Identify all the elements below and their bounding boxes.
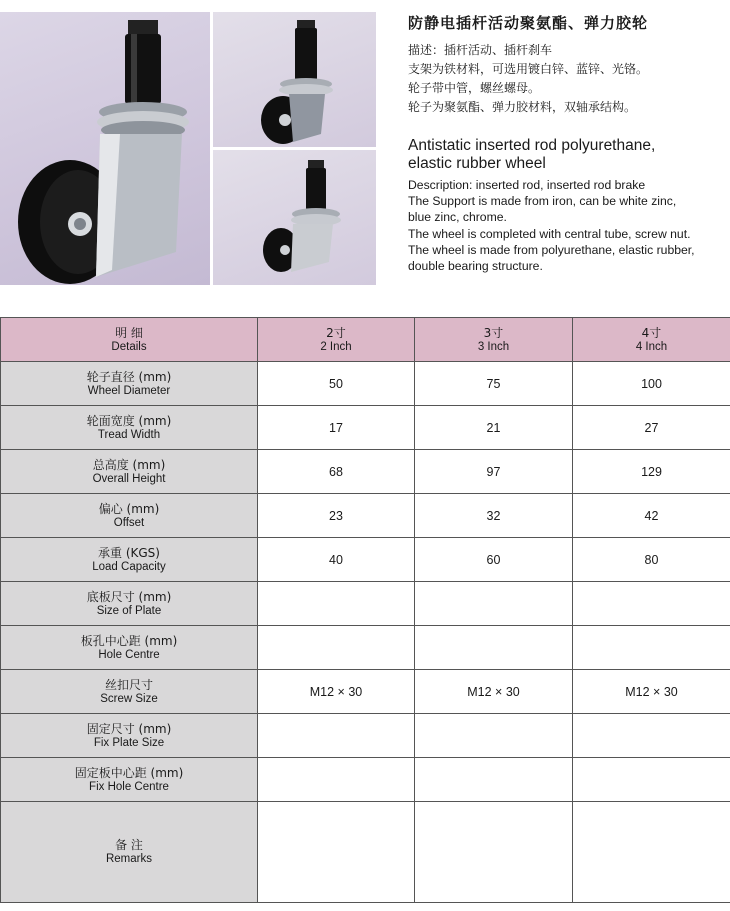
row-label-en: Load Capacity xyxy=(92,560,166,573)
spec-table xyxy=(0,317,730,903)
table-row xyxy=(1,714,730,758)
table-row xyxy=(1,582,730,626)
value-cell xyxy=(573,802,730,903)
product-title-cn: 防静电插杆活动聚氨酯、弹力胶轮 xyxy=(408,14,649,32)
description-en xyxy=(408,137,728,274)
row-label xyxy=(1,406,258,450)
value-cell: 68 xyxy=(258,450,415,494)
table-row xyxy=(1,450,730,494)
table-header-row xyxy=(1,318,730,362)
row-label xyxy=(1,494,258,538)
value-cell: 97 xyxy=(415,450,573,494)
row-label xyxy=(1,714,258,758)
value-cell: 40 xyxy=(258,538,415,582)
value-cell: 80 xyxy=(573,538,730,582)
header-en: 2 Inch xyxy=(320,340,352,353)
value-cell xyxy=(415,626,573,670)
value-cell: 100 xyxy=(573,362,730,406)
value-cell xyxy=(415,802,573,903)
value-cell xyxy=(258,582,415,626)
value-cell xyxy=(573,582,730,626)
value-cell: 21 xyxy=(415,406,573,450)
value-cell xyxy=(573,626,730,670)
row-label-en: Offset xyxy=(113,516,145,529)
desc-en-line: Description: inserted rod, inserted rod brake xyxy=(408,178,646,192)
row-label-en: Overall Height xyxy=(92,472,166,485)
row-label-cn: 偏心 (mm) xyxy=(98,501,160,516)
desc-en-line: The wheel is completed with central tube, screw nut. xyxy=(408,226,691,241)
value-cell xyxy=(415,714,573,758)
row-label-cn: 底板尺寸 (mm) xyxy=(86,589,172,604)
header-en: Details xyxy=(111,340,147,353)
value-cell: 32 xyxy=(415,494,573,538)
desc-en-line: The wheel is made from polyurethane, elastic rubber, xyxy=(408,242,695,257)
row-label-cn: 备 注 xyxy=(115,838,143,852)
value-cell xyxy=(415,582,573,626)
row-label xyxy=(1,670,258,714)
header-en: 3 Inch xyxy=(477,340,510,353)
row-label-en: Screw Size xyxy=(100,692,158,705)
row-label-cn: 丝扣尺寸 xyxy=(104,677,153,692)
header-cn: 4寸 xyxy=(641,325,662,340)
row-label-cn: 承重 (KGS) xyxy=(98,545,160,560)
row-label-cn: 固定板中心距 (mm) xyxy=(74,765,184,780)
value-cell xyxy=(258,626,415,670)
header-cn: 明 细 xyxy=(115,325,143,340)
value-cell: 75 xyxy=(415,362,573,406)
row-label-en: Hole Centre xyxy=(98,648,160,661)
row-label xyxy=(1,758,258,802)
row-label-en: Fix Plate Size xyxy=(93,736,165,749)
row-label xyxy=(1,538,258,582)
desc-en-line: double bearing structure. xyxy=(408,259,543,274)
value-cell: 129 xyxy=(573,450,730,494)
table-row xyxy=(1,802,730,903)
value-cell xyxy=(573,714,730,758)
value-cell: 50 xyxy=(258,362,415,406)
value-cell: M12 × 30 xyxy=(415,670,573,714)
row-label-cn: 总高度 (mm) xyxy=(92,457,166,472)
table-row xyxy=(1,626,730,670)
value-cell: 27 xyxy=(573,406,730,450)
desc-en-line: blue zinc, chrome. xyxy=(408,210,507,225)
row-label-en: Fix Hole Centre xyxy=(89,780,169,793)
value-cell xyxy=(573,758,730,802)
row-label-en: Size of Plate xyxy=(96,604,162,617)
caster-photo-top xyxy=(213,12,376,147)
table-row xyxy=(1,538,730,582)
header-3inch xyxy=(415,318,573,362)
title-en-line: elastic rubber wheel xyxy=(408,155,546,172)
row-label-en: Remarks xyxy=(105,853,152,865)
caster-photo-bottom xyxy=(213,150,376,285)
table-body xyxy=(1,362,730,903)
value-cell xyxy=(415,758,573,802)
title-en-line: Antistatic inserted rod polyurethane, xyxy=(408,137,656,154)
value-cell xyxy=(258,802,415,903)
row-label-cn: 轮面宽度 (mm) xyxy=(86,413,172,428)
value-cell: M12 × 30 xyxy=(573,670,730,714)
description-cn xyxy=(408,12,726,117)
desc-cn-line: 描述：插杆活动、插杆刹车 xyxy=(408,43,553,57)
row-label-cn: 板孔中心距 (mm) xyxy=(80,633,178,648)
value-cell: 23 xyxy=(258,494,415,538)
value-cell xyxy=(258,758,415,802)
table-row xyxy=(1,758,730,802)
header-cn: 2寸 xyxy=(326,325,346,340)
value-cell: 60 xyxy=(415,538,573,582)
desc-cn-line: 轮子为聚氨酯、弹力胶材料，双轴承结构。 xyxy=(408,100,637,114)
row-label-cn: 固定尺寸 (mm) xyxy=(86,721,172,736)
value-cell: M12 × 30 xyxy=(258,670,415,714)
product-title-en xyxy=(408,137,728,173)
table-row xyxy=(1,406,730,450)
product-photos xyxy=(0,12,376,285)
row-label xyxy=(1,450,258,494)
row-label-en: Wheel Diameter xyxy=(87,384,171,397)
row-label xyxy=(1,362,258,406)
row-label-cn: 轮子直径 (mm) xyxy=(86,369,172,384)
value-cell: 42 xyxy=(573,494,730,538)
value-cell xyxy=(258,714,415,758)
table-row xyxy=(1,362,730,406)
table-row xyxy=(1,494,730,538)
header-details xyxy=(1,318,258,362)
desc-cn-line: 支架为铁材料，可选用镀白锌、蓝锌、光铬。 xyxy=(408,62,649,76)
value-cell: 17 xyxy=(258,406,415,450)
header-cn: 3寸 xyxy=(483,325,504,340)
row-label xyxy=(1,582,258,626)
row-label-en: Tread Width xyxy=(97,428,161,441)
header-en: 4 Inch xyxy=(635,340,668,353)
desc-en-line: The Support is made from iron, can be white zinc, xyxy=(408,194,677,209)
row-label xyxy=(1,626,258,670)
desc-cn-line: 轮子带中管，螺丝螺母。 xyxy=(408,81,541,95)
main-caster-photo xyxy=(0,12,210,285)
table-row xyxy=(1,670,730,714)
header-4inch xyxy=(573,318,730,362)
header-2inch xyxy=(258,318,415,362)
row-label xyxy=(1,802,258,903)
